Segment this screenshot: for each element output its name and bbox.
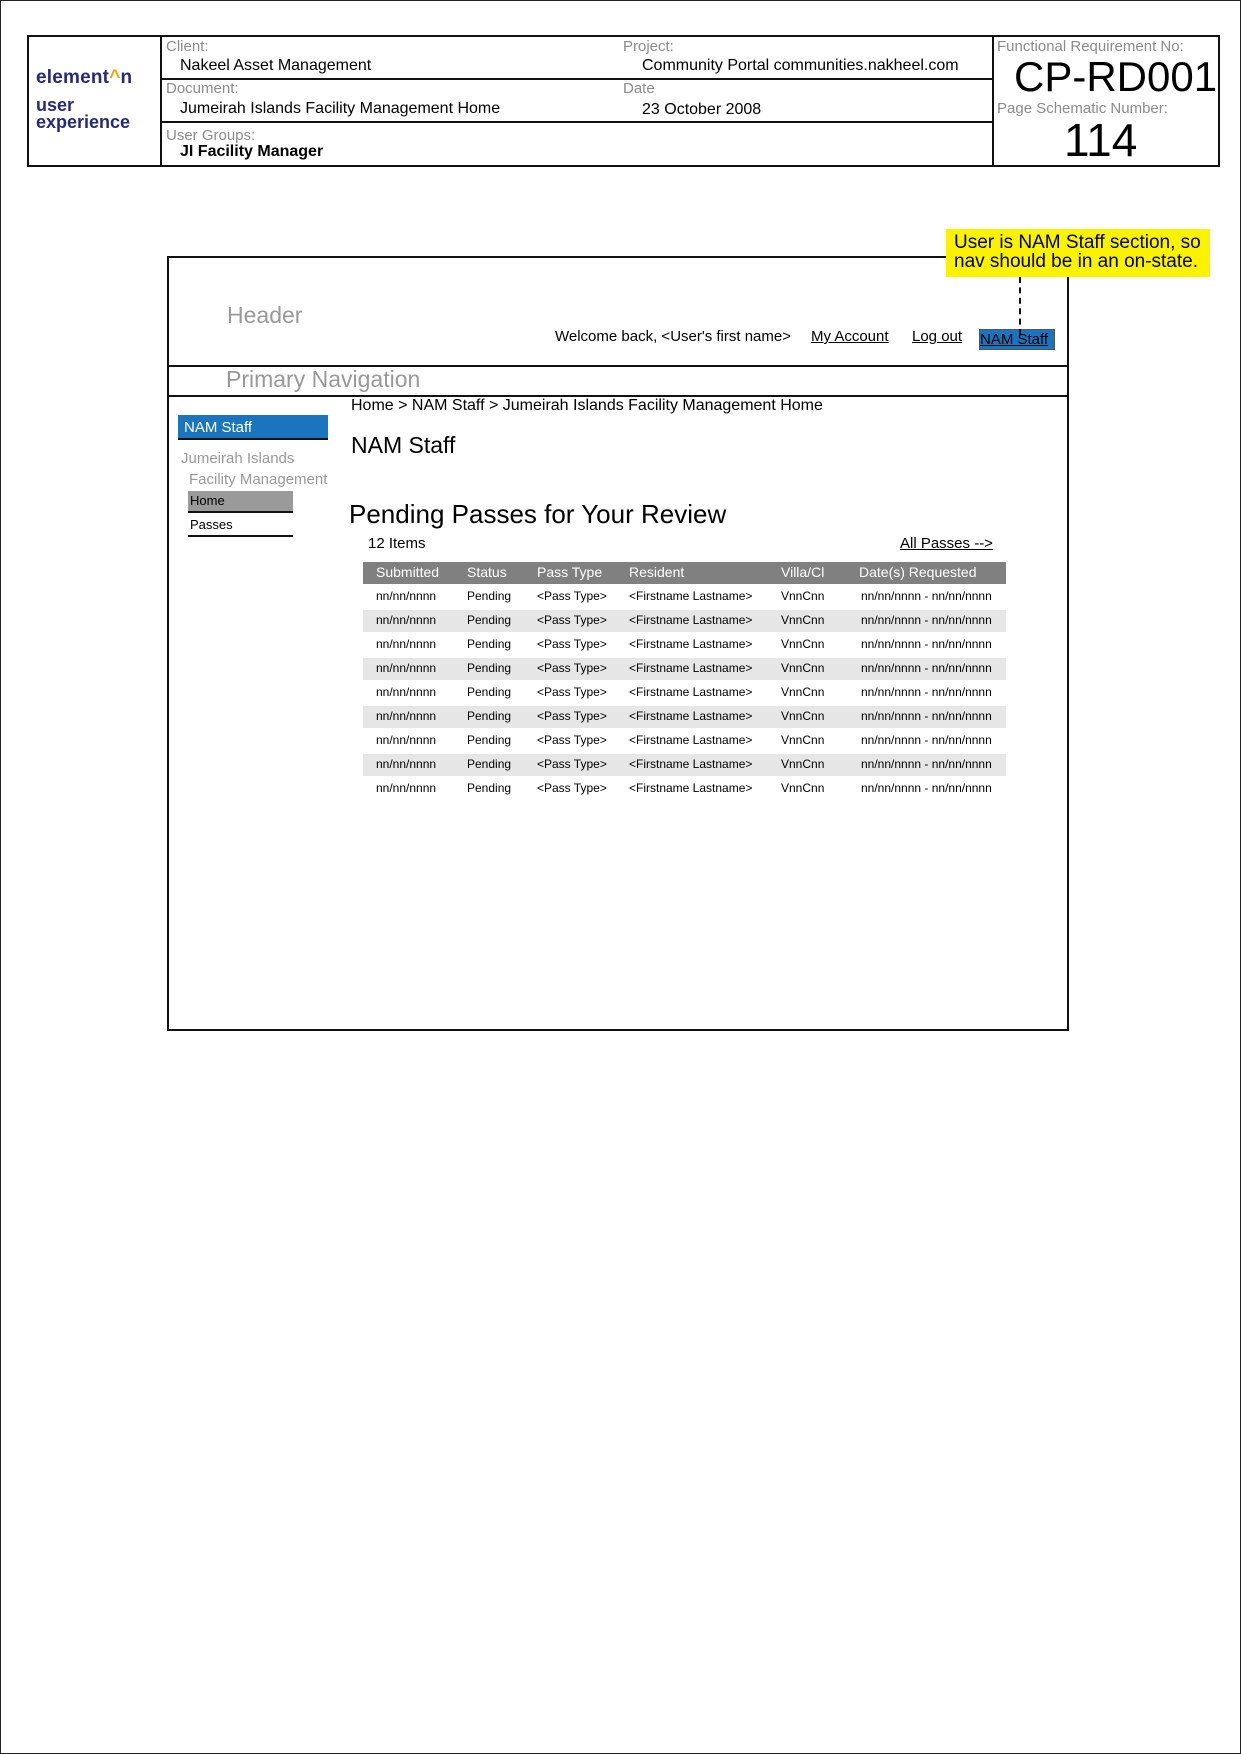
cell-resident: <Firstname Lastname>	[629, 709, 753, 723]
cell-submitted: nn/nn/nnnn	[376, 757, 437, 771]
sidebar-item-nam-staff[interactable]: NAM Staff	[178, 415, 328, 440]
logo-caret: ^	[109, 67, 121, 88]
callout-line-1: User is NAM Staff section, so	[954, 232, 1201, 253]
title-row-document	[162, 80, 994, 123]
cell-status: Pending	[467, 685, 512, 699]
cell-pass-type: <Pass Type>	[537, 661, 607, 675]
table-row[interactable]	[363, 586, 1006, 608]
cell-pass-type: <Pass Type>	[537, 613, 607, 627]
items-count: 12 Items	[368, 535, 426, 552]
cell-pass-type: <Pass Type>	[537, 709, 607, 723]
table-row[interactable]	[363, 730, 1006, 752]
cell-submitted: nn/nn/nnnn	[376, 613, 437, 627]
table-row[interactable]	[363, 754, 1006, 776]
logo-wordmark: element^n	[36, 67, 133, 88]
page-title: NAM Staff	[351, 432, 456, 458]
welcome-text: Welcome back, <User's first name>	[555, 328, 792, 345]
table-row[interactable]	[363, 778, 1006, 800]
cell-pass-type: <Pass Type>	[537, 781, 607, 795]
table-row[interactable]	[363, 682, 1006, 704]
my-account-link[interactable]: My Account	[811, 328, 889, 345]
cell-villa: VnnCnn	[781, 757, 825, 771]
cell-status: Pending	[467, 589, 512, 603]
section-title: Pending Passes for Your Review	[349, 499, 727, 529]
primary-navigation	[169, 365, 1067, 397]
column-header-villa[interactable]: Villa/Cl	[781, 564, 825, 580]
column-header-status[interactable]: Status	[467, 564, 507, 580]
cell-dates-requested: nn/nn/nnnn - nn/nn/nnnn	[861, 733, 992, 747]
schematic-label: Page Schematic Number:	[997, 100, 1168, 117]
cell-submitted: nn/nn/nnnn	[376, 637, 437, 651]
cell-pass-type: <Pass Type>	[537, 637, 607, 651]
cell-dates-requested: nn/nn/nnnn - nn/nn/nnnn	[861, 781, 992, 795]
column-header-resident[interactable]: Resident	[629, 564, 685, 580]
pending-passes-table	[363, 562, 1006, 800]
table-body	[363, 586, 1006, 800]
cell-villa: VnnCnn	[781, 661, 825, 675]
cell-status: Pending	[467, 709, 512, 723]
cell-pass-type: <Pass Type>	[537, 733, 607, 747]
cell-status: Pending	[467, 781, 512, 795]
cell-submitted: nn/nn/nnnn	[376, 709, 437, 723]
cell-resident: <Firstname Lastname>	[629, 637, 753, 651]
client-value: Nakeel Asset Management	[180, 57, 372, 74]
primary-nav-placeholder-label: Primary Navigation	[226, 366, 421, 392]
cell-status: Pending	[467, 637, 512, 651]
cell-dates-requested: nn/nn/nnnn - nn/nn/nnnn	[861, 661, 992, 675]
cell-dates-requested: nn/nn/nnnn - nn/nn/nnnn	[861, 589, 992, 603]
callout-line-2: nav should be in an on-state.	[954, 251, 1199, 272]
requirement-block	[992, 37, 1220, 165]
cell-dates-requested: nn/nn/nnnn - nn/nn/nnnn	[861, 613, 992, 627]
user-groups-label: User Groups:	[166, 127, 256, 144]
table-row[interactable]	[363, 610, 1006, 632]
sidebar-item-home[interactable]: Home	[188, 491, 293, 513]
schematic-number: 114	[1064, 114, 1138, 166]
callout-connector	[1019, 277, 1021, 335]
project-label: Project:	[623, 38, 674, 55]
cell-status: Pending	[467, 733, 512, 747]
cell-status: Pending	[467, 613, 512, 627]
cell-pass-type: <Pass Type>	[537, 589, 607, 603]
requirement-number: CP-RD001	[1014, 53, 1218, 100]
wireframe-page	[167, 256, 1069, 1031]
cell-resident: <Firstname Lastname>	[629, 661, 753, 675]
cell-dates-requested: nn/nn/nnnn - nn/nn/nnnn	[861, 685, 992, 699]
cell-submitted: nn/nn/nnnn	[376, 685, 437, 699]
table-row[interactable]	[363, 658, 1006, 680]
cell-resident: <Firstname Lastname>	[629, 613, 753, 627]
requirement-label: Functional Requirement No:	[997, 38, 1184, 55]
cell-villa: VnnCnn	[781, 613, 825, 627]
cell-villa: VnnCnn	[781, 637, 825, 651]
document-value: Jumeirah Islands Facility Management Home	[180, 100, 501, 117]
log-out-link[interactable]: Log out	[912, 328, 963, 345]
sidebar-group-facility-management: Facility Management	[189, 471, 328, 488]
document-label: Document:	[166, 80, 239, 97]
cell-pass-type: <Pass Type>	[537, 685, 607, 699]
cell-submitted: nn/nn/nnnn	[376, 589, 437, 603]
cell-resident: <Firstname Lastname>	[629, 685, 753, 699]
cell-villa: VnnCnn	[781, 685, 825, 699]
cell-villa: VnnCnn	[781, 733, 825, 747]
table-header	[363, 562, 1006, 584]
cell-dates-requested: nn/nn/nnnn - nn/nn/nnnn	[861, 709, 992, 723]
column-header-submitted[interactable]: Submitted	[376, 564, 440, 580]
nav-tab-nam-staff[interactable]: NAM Staff	[979, 329, 1055, 350]
cell-status: Pending	[467, 661, 512, 675]
table-row[interactable]	[363, 706, 1006, 728]
client-label: Client:	[166, 38, 209, 55]
date-value: 23 October 2008	[642, 101, 762, 118]
cell-dates-requested: nn/nn/nnnn - nn/nn/nnnn	[861, 757, 992, 771]
logo-tagline: user experience	[36, 95, 131, 132]
column-header-dates-requested[interactable]: Date(s) Requested	[859, 564, 977, 580]
user-groups-value: JI Facility Manager	[180, 143, 324, 160]
sidebar-group-jumeirah-islands: Jumeirah Islands	[181, 450, 295, 467]
cell-pass-type: <Pass Type>	[537, 757, 607, 771]
cell-resident: <Firstname Lastname>	[629, 589, 753, 603]
annotation-callout	[946, 229, 1210, 277]
table-row[interactable]	[363, 634, 1006, 656]
cell-villa: VnnCnn	[781, 781, 825, 795]
cell-submitted: nn/nn/nnnn	[376, 733, 437, 747]
cell-resident: <Firstname Lastname>	[629, 733, 753, 747]
cell-dates-requested: nn/nn/nnnn - nn/nn/nnnn	[861, 637, 992, 651]
title-block-fields	[162, 37, 994, 165]
cell-resident: <Firstname Lastname>	[629, 757, 753, 771]
project-value: Community Portal communities.nakheel.com	[642, 57, 959, 74]
company-logo	[29, 37, 162, 165]
sidebar-item-passes[interactable]: Passes	[188, 515, 293, 537]
title-row-client	[162, 37, 994, 80]
cell-villa: VnnCnn	[781, 589, 825, 603]
cell-resident: <Firstname Lastname>	[629, 781, 753, 795]
title-block	[27, 35, 1220, 167]
cell-submitted: nn/nn/nnnn	[376, 781, 437, 795]
date-label: Date	[623, 80, 655, 97]
column-header-pass-type[interactable]: Pass Type	[537, 564, 603, 580]
all-passes-link[interactable]: All Passes -->	[900, 535, 993, 552]
breadcrumb[interactable]: Home > NAM Staff > Jumeirah Islands Facility Management Home	[351, 397, 823, 414]
cell-villa: VnnCnn	[781, 709, 825, 723]
header-placeholder-label: Header	[227, 302, 303, 328]
cell-submitted: nn/nn/nnnn	[376, 661, 437, 675]
cell-status: Pending	[467, 757, 512, 771]
